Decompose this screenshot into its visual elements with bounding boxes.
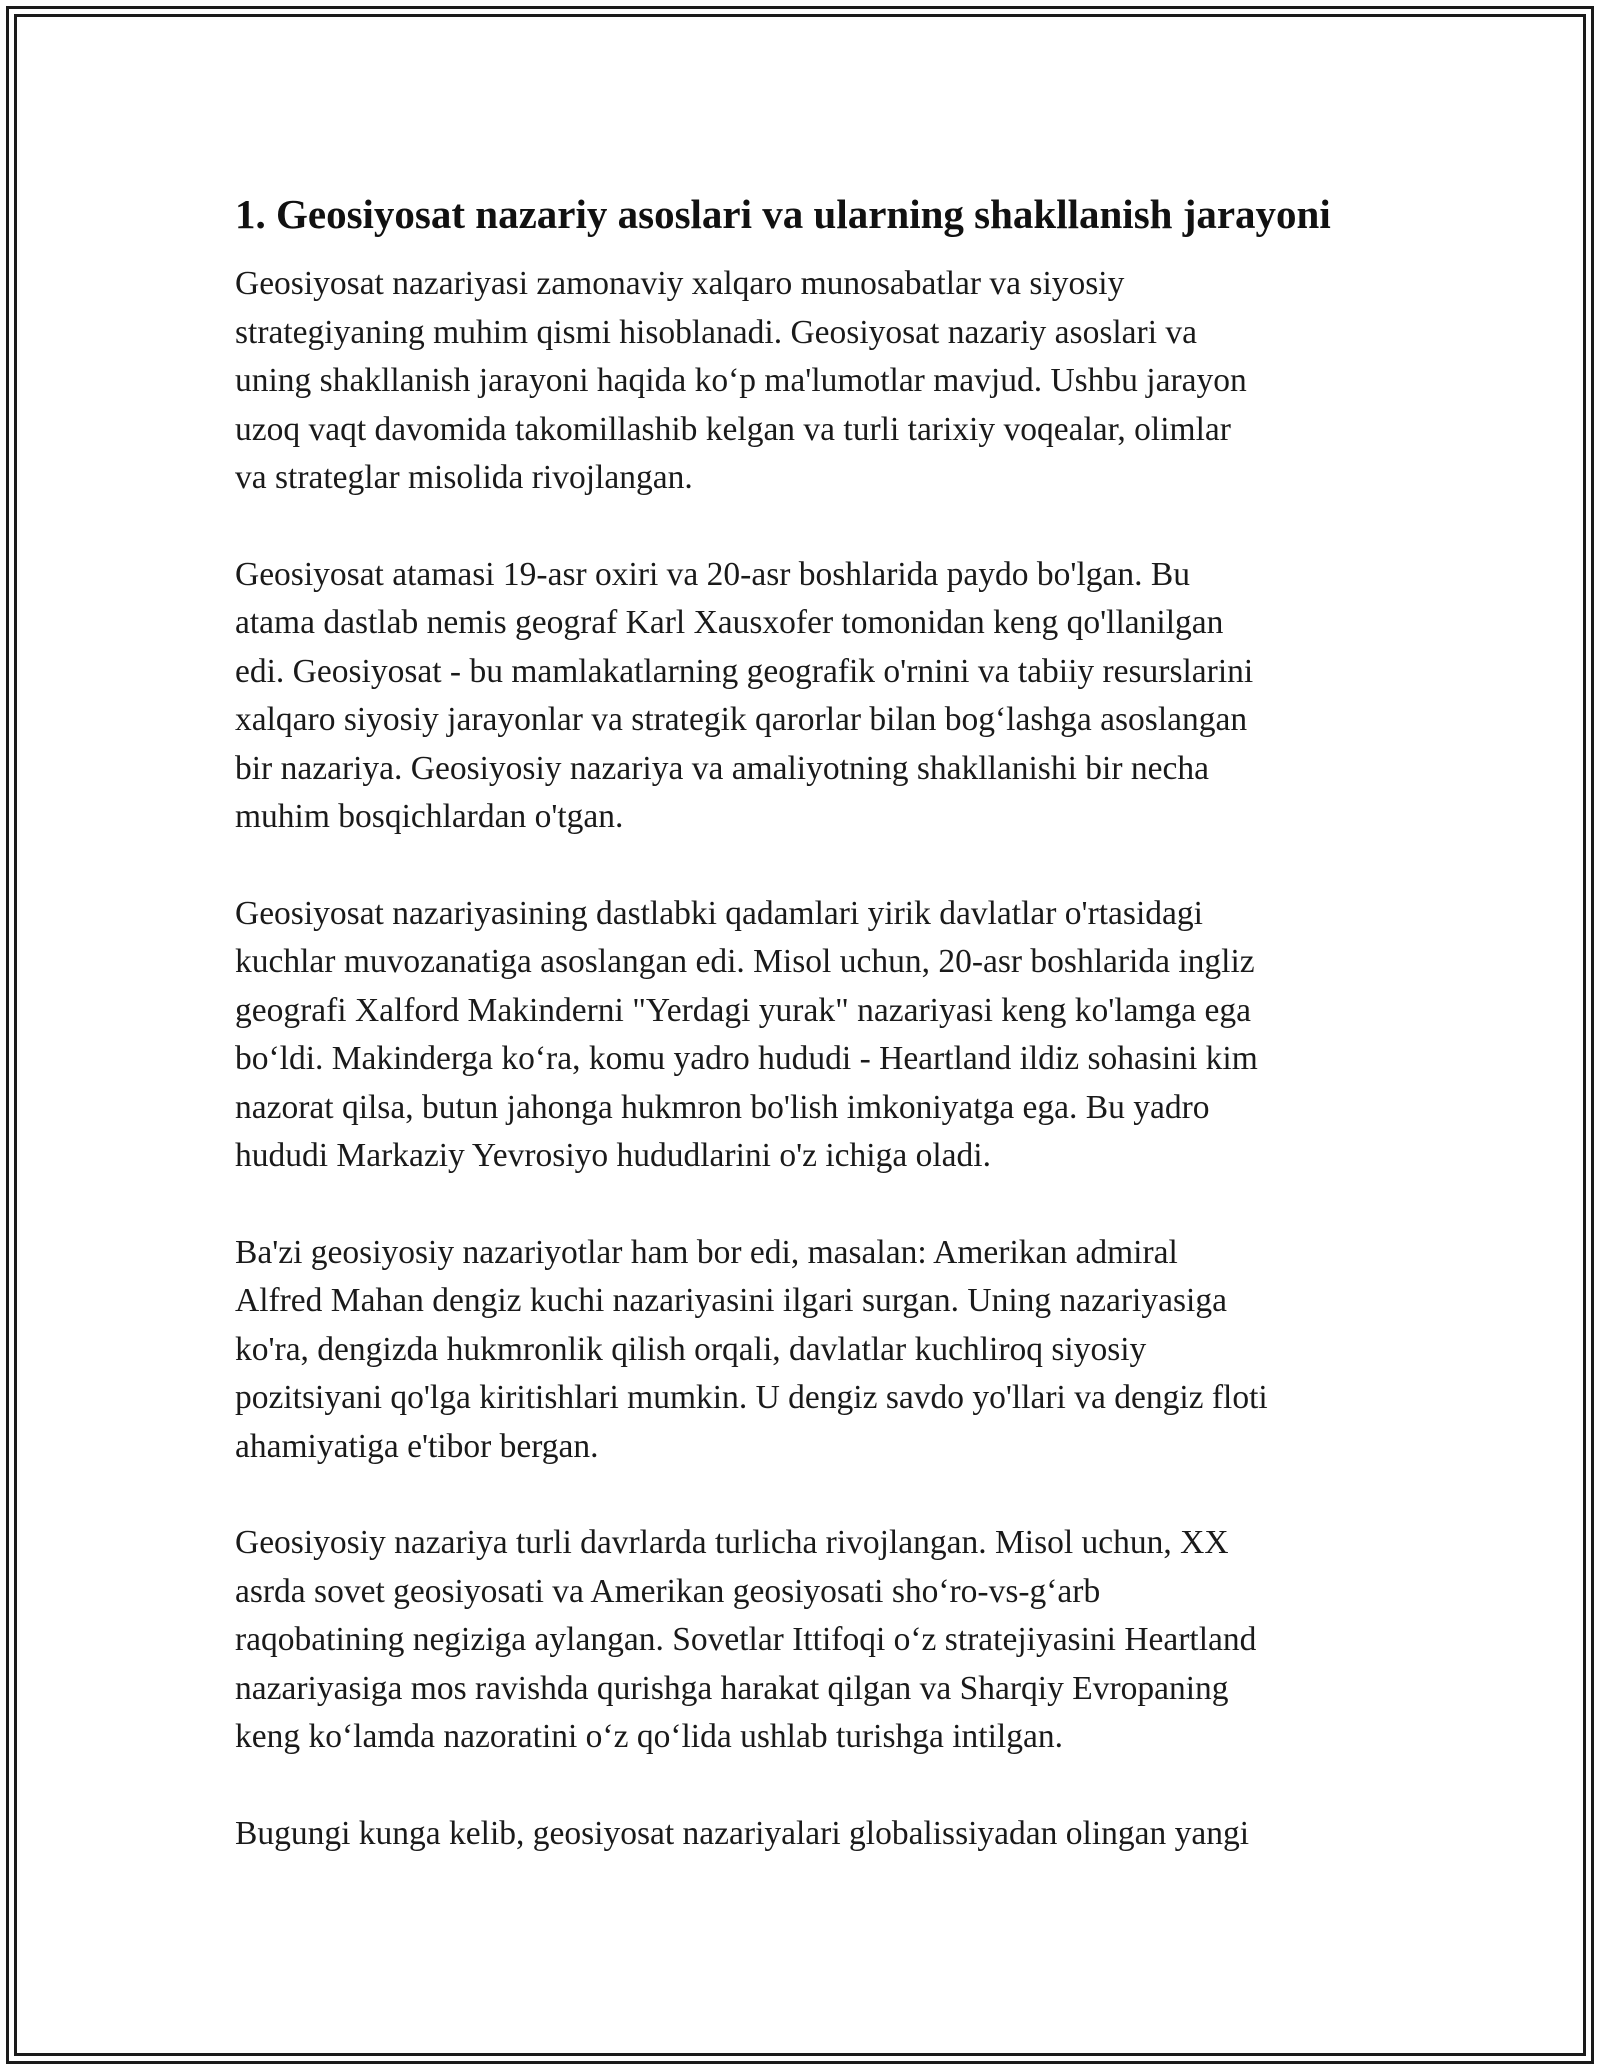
text-line: va strateglar misolida rivojlangan. <box>235 459 693 496</box>
text-line: asrda sovet geosiyosati va Amerikan geosiyosati shoʻro-vs-gʻarb <box>235 1572 1101 1610</box>
text-line: uzoq vaqt davomida takomillashib kelgan va turli tarixiy voqealar, olimlar <box>235 410 1231 448</box>
text-line: atama dastlab nemis geograf Karl Xausxofer tomonidan keng qo'llanilgan <box>235 604 1224 641</box>
text-line: Bugungi kunga kelib, geosiyosat nazariyalari globalissiyadan olingan yangi <box>235 1814 1250 1852</box>
text-line: Geosiyosat nazariyasining dastlabki qadamlari yirik davlatlar o'rtasidagi <box>235 894 1203 932</box>
text-line: edi. Geosiyosat - bu mamlakatlarning geografik o'rnini va tabiiy resurslarini <box>235 652 1254 690</box>
text-line: uning shakllanish jarayoni haqida koʻp ma'lumotlar mavjud. Ushbu jarayon <box>235 362 1247 399</box>
text-line: boʻldi. Makinderga koʻra, komu yadro hududi - Heartland ildiz sohasini kim <box>235 1040 1258 1077</box>
text-line: strategiyaning muhim qismi hisoblanadi. Geosiyosat nazariy asoslari va <box>235 313 1197 351</box>
paragraph-5 <box>235 1519 1385 1762</box>
text-line: Geosiyosiy nazariya turli davrlarda turlicha rivojlangan. Misol uchun, XX <box>235 1524 1229 1561</box>
paragraph-1 <box>235 260 1385 503</box>
section-heading: 1. Geosiyosat nazariy asoslari va ularning shakllanish jarayoni <box>235 191 1331 237</box>
text-line: raqobatining negiziga aylangan. Sovetlar Ittifoqi oʻz stratejiyasini Heartland <box>235 1621 1257 1658</box>
text-line: keng koʻlamda nazoratini oʻz qoʻlida ushlab turishga intilgan. <box>235 1718 1063 1755</box>
paragraph-6 <box>235 1810 1385 1859</box>
paragraph-3 <box>235 890 1385 1181</box>
text-line: geografi Xalford Makinderni "Yerdagi yurak" nazariyasi keng ko'lamga ega <box>235 991 1252 1029</box>
text-line: Alfred Mahan dengiz kuchi nazariyasini ilgari surgan. Uning nazariyasiga <box>235 1282 1227 1319</box>
text-line: ahamiyatiga e'tibor bergan. <box>235 1427 599 1465</box>
text-line: pozitsiyani qo'lga kiritishlari mumkin. U dengiz savdo yo'llari va dengiz floti <box>235 1379 1268 1416</box>
document-body <box>235 188 1385 1906</box>
text-line: hududi Markaziy Yevrosiyo hududlarini o'z ichiga oladi. <box>235 1137 991 1174</box>
text-line: Ba'zi geosiyosiy nazariyotlar ham bor edi, masalan: Amerikan admiral <box>235 1233 1178 1271</box>
text-line: ko'ra, dengizda hukmronlik qilish orqali, davlatlar kuchliroq siyosiy <box>235 1330 1147 1368</box>
text-line: muhim bosqichlardan o'tgan. <box>235 798 624 835</box>
text-line: kuchlar muvozanatiga asoslangan edi. Misol uchun, 20-asr boshlarida ingliz <box>235 943 1255 980</box>
paragraph-4 <box>235 1229 1385 1472</box>
paragraph-2 <box>235 551 1385 842</box>
text-line: Geosiyosat nazariyasi zamonaviy xalqaro munosabatlar va siyosiy <box>235 265 1125 302</box>
text-line: nazariyasiga mos ravishda qurishga harakat qilgan va Sharqiy Evropaning <box>235 1669 1229 1707</box>
text-line: xalqaro siyosiy jarayonlar va strategik qarorlar bilan bogʻlashga asoslangan <box>235 701 1248 738</box>
text-line: Geosiyosat atamasi 19-asr oxiri va 20-asr boshlarida paydo bo'lgan. Bu <box>235 555 1190 593</box>
text-line: bir nazariya. Geosiyosiy nazariya va amaliyotning shakllanishi bir necha <box>235 749 1209 787</box>
text-line: nazorat qilsa, butun jahonga hukmron bo'lish imkoniyatga ega. Bu yadro <box>235 1088 1210 1126</box>
